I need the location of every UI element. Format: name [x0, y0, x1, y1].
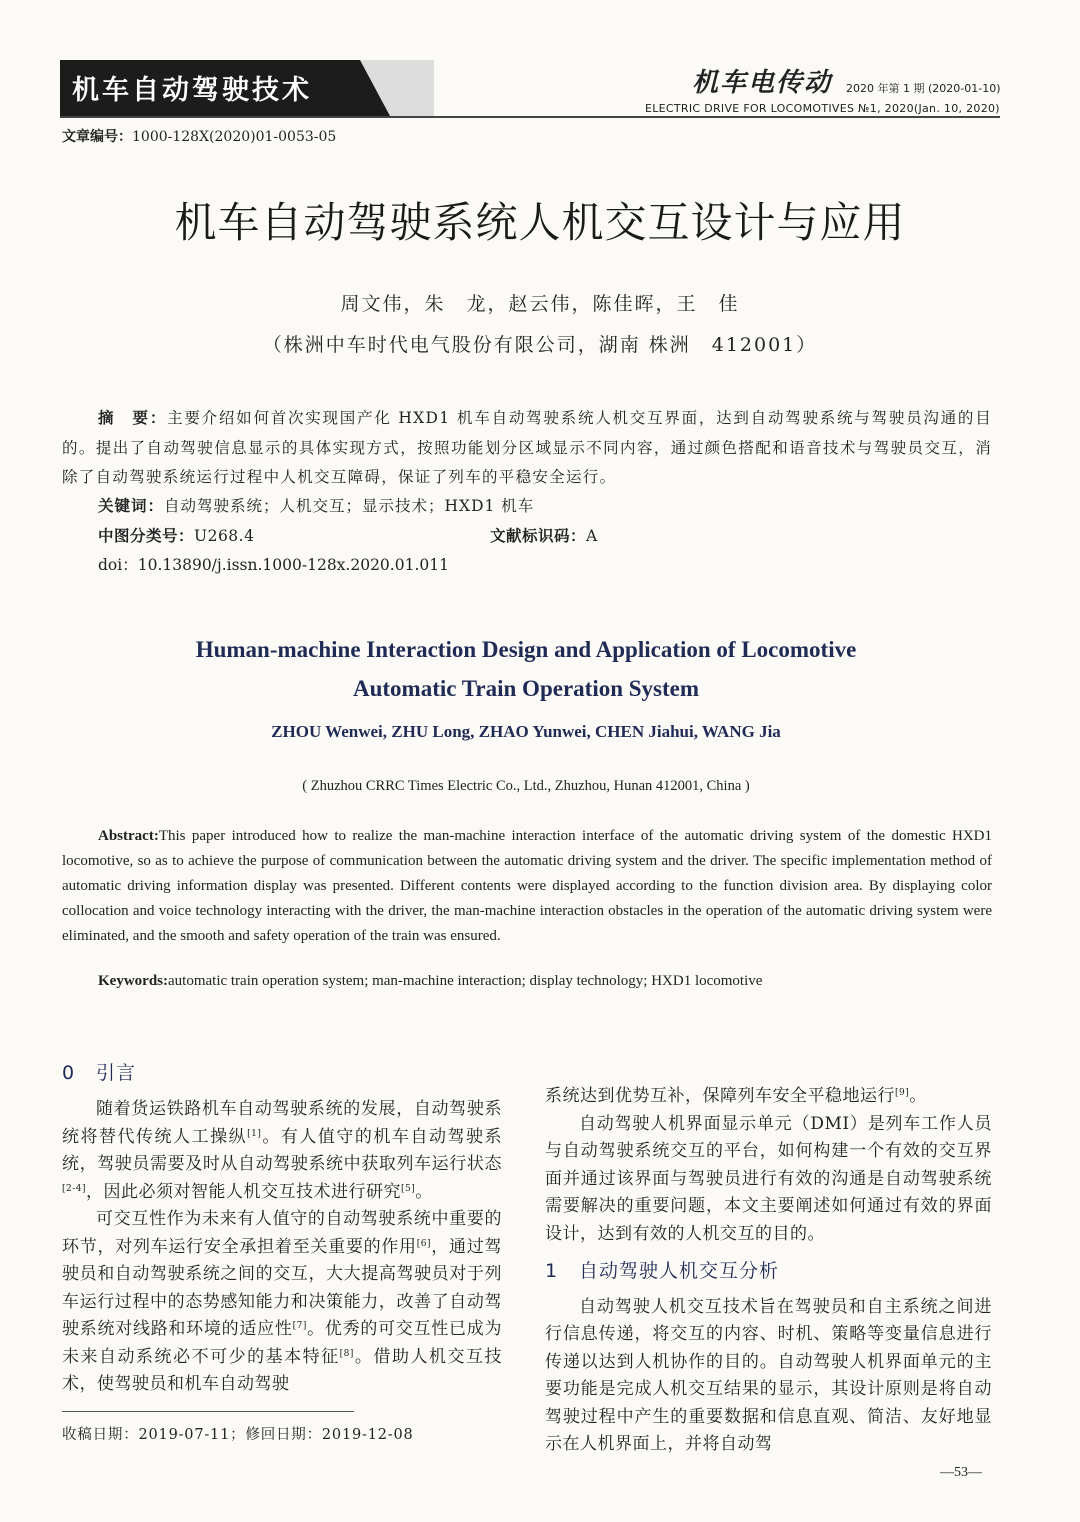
- keywords-en-text: automatic train operation system; man-machine interaction; display technology; HXD1 locomotive: [168, 973, 763, 989]
- keywords-cn: [98, 494, 534, 516]
- authors-en: ZHOU Wenwei, ZHU Long, ZHAO Yunwei, CHEN Jiahui, WANG Jia: [271, 722, 781, 741]
- body-left-column: [62, 1096, 502, 1399]
- citation: [9]: [895, 1088, 910, 1098]
- doc-code-cn-label: 文献标识码：: [490, 527, 587, 545]
- article-number-label: 文章编号：: [62, 129, 132, 145]
- section-0-heading: [62, 1058, 136, 1085]
- abstract-en-label: Abstract:: [98, 828, 159, 844]
- keywords-en-label: Keywords:: [98, 973, 168, 989]
- affiliation-cn: （株洲中车时代电气股份有限公司，湖南 株洲 412001）: [262, 334, 818, 356]
- doi: [98, 553, 449, 575]
- citation: [8]: [339, 1348, 354, 1359]
- abstract-cn-label: 摘 要：: [98, 409, 168, 427]
- journal-issue-cn: 2020 年第 1 期 (2020-01-10): [846, 82, 1001, 95]
- section-1-title: 自动驾驶人机交互分析: [579, 1260, 780, 1282]
- paragraph: 系统达到优势互补，保障列车安全平稳地运行[9]。: [545, 1086, 927, 1106]
- classification-cn-label: 中图分类号：: [98, 527, 195, 545]
- abstract-en: [62, 824, 992, 949]
- doc-code-cn-value: A: [586, 527, 598, 545]
- classification-cn-value: U268.4: [194, 527, 255, 545]
- journal-issue-en: ELECTRIC DRIVE FOR LOCOMOTIVES №1, 2020(Jan. 10, 2020): [645, 102, 1000, 115]
- section-0-number: 0: [62, 1062, 76, 1084]
- received-date: 收稿日期：2019-07-11；修回日期：2019-12-08: [62, 1427, 414, 1443]
- keywords-cn-text: 自动驾驶系统；人机交互；显示技术；HXD1 机车: [164, 497, 535, 515]
- doi-value: 10.13890/j.issn.1000-128x.2020.01.011: [137, 556, 449, 574]
- title-en-line2: Automatic Train Operation System: [352, 676, 700, 701]
- citation: [6]: [416, 1238, 432, 1249]
- doc-code-cn: [490, 524, 598, 546]
- section-0-title: 引言: [96, 1062, 137, 1084]
- abstract-en-text: This paper introduced how to realize the man-machine interaction interface of the automatic driving system of the domestic HXD1 locomotive, so as to achieve the purpose of communication between the automatic driving system and the driver. The specific implementation method of automatic driving information display was presented. Different contents were displayed according to the function division area. By displaying color collocation and voice technology interacting with the driver, the man-machine interaction obstacles in the operation of the automatic driving system were eliminated, and the smooth and safety operation of the train was ensured.: [62, 828, 992, 944]
- paragraph: 自动驾驶人机交互技术旨在驾驶员和自主系统之间进行信息传递，将交互的内容、时机、策略等变量信息进行传递以达到人机协作的目的。自动驾驶人机界面单元的主要功能是完成人机交互结果的显示，其设计原则是将自动驾驶过程中产生的重要数据和信息直观、简洁、友好地显示在人机界面上，并将自动驾: [545, 1296, 992, 1454]
- journal-logo: 机车电传动: [692, 68, 833, 98]
- section-1-number: 1: [545, 1260, 559, 1282]
- page-number: —53—: [940, 1465, 982, 1480]
- section-label: 机车自动驾驶技术: [72, 75, 312, 106]
- body-right-column: [545, 1083, 992, 1459]
- doi-label: doi：: [98, 556, 138, 574]
- abstract-cn-text: 主要介绍如何首次实现国产化 HXD1 机车自动驾驶系统人机交互界面，达到自动驾驶系统与驾驶员沟通的目的。提出了自动驾驶信息显示的具体实现方式，按照功能划分区域显示不同内容，通过颜色搭配和语音技术与驾驶员交互，消除了自动驾驶系统运行过程中人机交互障碍，保证了列车的平稳安全运行。: [62, 409, 992, 486]
- keywords-cn-label: 关键词：: [98, 497, 165, 515]
- page-title-en: [0, 630, 1052, 708]
- classification-cn: [98, 524, 254, 546]
- paragraph: 随着货运铁路机车自动驾驶系统的发展，自动驾驶系统将替代传统人工操纵[1]。有人值守的机车自动驾驶系统，驾驶员需要及时从自动驾驶系统中获取列车运行状态[2-4]，因此必须对智能人机交互技术进行研究[5]。: [62, 1099, 503, 1202]
- article-number: [62, 126, 336, 146]
- citation: [2-4]: [62, 1183, 87, 1194]
- abstract-cn: [62, 404, 992, 493]
- citation: [5]: [401, 1183, 416, 1194]
- section-1-heading: [545, 1258, 992, 1286]
- paragraph: 自动驾驶人机界面显示单元（DMI）是列车工作人员与自动驾驶系统交互的平台，如何构建一个有效的交互界面并通过该界面与驾驶员进行有效的沟通是自动驾驶系统需要解决的重要问题，本文主要阐述如何通过有效的界面设计，达到有效的人机交互的目的。: [545, 1113, 992, 1244]
- citation: [1]: [247, 1128, 262, 1139]
- authors-cn: 周文伟，朱 龙，赵云伟，陈佳晖，王 佳: [340, 293, 740, 315]
- keywords-en: [98, 973, 992, 990]
- article-number-value: 1000-128X(2020)01-0053-05: [132, 129, 337, 145]
- header-rule: [60, 116, 1000, 118]
- citation: [7]: [292, 1321, 307, 1331]
- affiliation-en: ( Zhuzhou CRRC Times Electric Co., Ltd., Zhuzhou, Hunan 412001, China ): [302, 778, 750, 794]
- page-title-cn: 机车自动驾驶系统人机交互设计与应用: [174, 198, 906, 247]
- title-en-line1: Human-machine Interaction Design and Application of Locomotive: [195, 637, 857, 662]
- paragraph: 可交互性作为未来有人值守的自动驾驶系统中重要的环节，对列车运行安全承担着至关重要的作用[6]，通过驾驶员和自动驾驶系统之间的交互，大大提高驾驶员对于列车运行过程中的态势感知能力和决策能力，改善了自动驾驶系统对线路和环境的适应性[7]。优秀的可交互性已成为未来自动系统必不可少的基本特征[8]。借助人机交互技术，使驾驶员和机车自动驾驶: [62, 1209, 503, 1394]
- footnote-rule: [62, 1411, 354, 1412]
